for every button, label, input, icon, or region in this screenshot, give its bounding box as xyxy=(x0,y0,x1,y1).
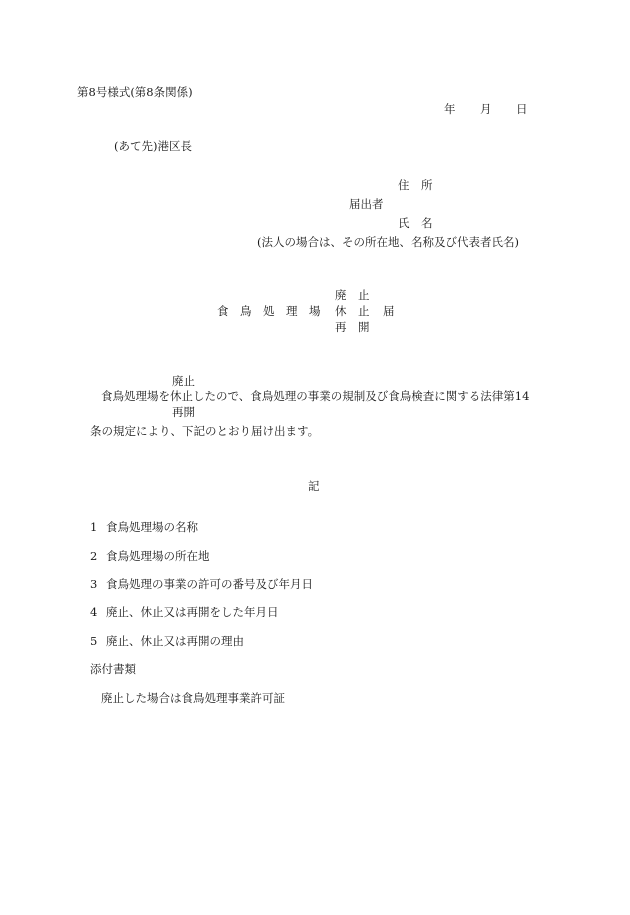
item-number: 1 xyxy=(90,520,98,534)
title-main: 食 鳥 処 理 場 xyxy=(217,304,321,318)
body-option-abolish: 廃止 xyxy=(172,374,195,388)
item-text: 廃止、休止又は再開をした年月日 xyxy=(106,605,279,619)
item-text: 食鳥処理の事業の許可の番号及び年月日 xyxy=(106,577,313,591)
attachments-label: 添付書類 xyxy=(90,662,136,676)
body-option-resume: 再開 xyxy=(172,405,195,419)
body-line-1: 食鳥処理場を休止したので、食鳥処理の事業の規制及び食鳥検査に関する法律第14 xyxy=(101,389,530,403)
addressee: (あて先)港区長 xyxy=(114,139,192,153)
item-number: 5 xyxy=(90,634,98,648)
month-label: 月 xyxy=(480,102,492,116)
corporation-note: (法人の場合は、その所在地、名称及び代表者氏名) xyxy=(257,235,519,249)
day-label: 日 xyxy=(516,102,528,116)
attachments-text: 廃止した場合は食鳥処理事業許可証 xyxy=(101,691,285,705)
notifier-label: 届出者 xyxy=(349,197,384,211)
body-line-2: 条の規定により、下記のとおり届け出ます。 xyxy=(90,424,320,438)
year-label: 年 xyxy=(444,102,456,116)
title-option-suspend: 休 止 xyxy=(335,304,370,318)
address-label: 住 所 xyxy=(398,178,433,192)
title-option-resume: 再 開 xyxy=(335,320,370,334)
item-text: 食鳥処理場の名称 xyxy=(106,520,198,534)
item-number: 4 xyxy=(90,605,98,619)
ki-heading: 記 xyxy=(308,479,320,493)
title-option-abolish: 廃 止 xyxy=(335,288,370,302)
item-number: 3 xyxy=(90,577,98,591)
item-number: 2 xyxy=(90,549,98,563)
item-text: 廃止、休止又は再開の理由 xyxy=(106,634,244,648)
form-number: 第8号様式(第8条関係) xyxy=(77,85,193,99)
title-suffix: 届 xyxy=(383,304,395,318)
item-text: 食鳥処理場の所在地 xyxy=(106,549,210,563)
name-label: 氏 名 xyxy=(398,216,433,230)
